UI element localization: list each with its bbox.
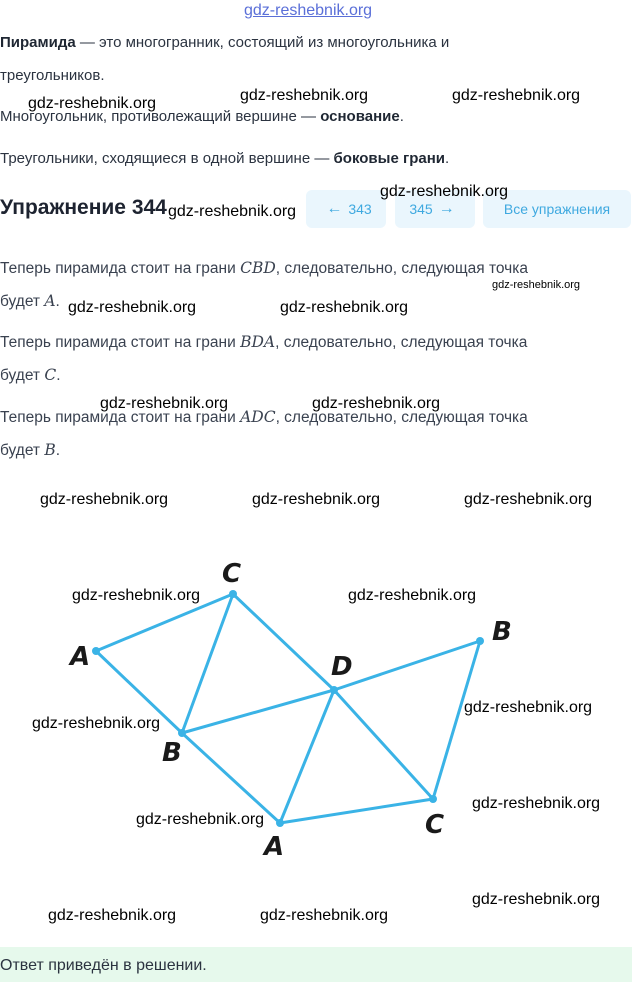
watermark: gdz-reshebnik.org bbox=[72, 587, 201, 604]
watermark: gdz-reshebnik.org bbox=[280, 299, 409, 316]
vertex-a2 bbox=[276, 819, 284, 827]
point-a: A bbox=[44, 292, 56, 310]
prev-exercise-button[interactable] bbox=[306, 190, 386, 228]
watermark-top-link[interactable]: gdz-reshebnik.org bbox=[244, 2, 373, 19]
watermark: gdz-reshebnik.org bbox=[40, 491, 169, 508]
watermark: gdz-reshebnik.org bbox=[32, 715, 161, 732]
vertex-c1 bbox=[229, 590, 237, 598]
solution-step-1-line2: будет bbox=[0, 293, 45, 310]
all-exercises-label: Все упражнения bbox=[503, 201, 611, 217]
definition-base-text: Многоугольник, противолежащий вершине — bbox=[0, 108, 321, 125]
point-c: C bbox=[44, 366, 57, 384]
watermark: gdz-reshebnik.org bbox=[168, 203, 297, 220]
definition-pyramid-text-line2: треугольников. bbox=[0, 67, 105, 84]
arrow-left-icon: ← bbox=[326, 200, 343, 217]
watermark: gdz-reshebnik.org bbox=[464, 699, 593, 716]
definition-lateral-end: . bbox=[445, 150, 450, 167]
definition-base-end: . bbox=[399, 108, 404, 125]
definition-lateral-text: Треугольники, сходящиеся в одной вершине — bbox=[0, 150, 334, 167]
solution-step-2-line2: будет bbox=[0, 367, 45, 384]
definition-pyramid-text: — это многогранник, состоящий из многоугольника и bbox=[75, 34, 450, 51]
solution-step-1-text: Теперь пирамида стоит на грани bbox=[0, 260, 241, 277]
face-bda: BDA bbox=[240, 333, 276, 351]
edge-b-c bbox=[433, 641, 480, 799]
answer-text: Ответ приведён в решении. bbox=[0, 957, 207, 974]
label-b-middle: B bbox=[162, 738, 182, 768]
solution-step-3-text-b: , следовательно, следующая точка bbox=[275, 409, 528, 426]
watermark: gdz-reshebnik.org bbox=[68, 299, 197, 316]
watermark: gdz-reshebnik.org bbox=[28, 95, 157, 112]
label-b-right: B bbox=[492, 617, 512, 647]
term-base: основание bbox=[320, 108, 400, 125]
watermark: gdz-reshebnik.org bbox=[136, 811, 265, 828]
watermark: gdz-reshebnik.org bbox=[348, 587, 477, 604]
watermark: gdz-reshebnik.org bbox=[472, 891, 601, 908]
solution-step-3-text: Теперь пирамида стоит на грани bbox=[0, 409, 241, 426]
solution-step-3 bbox=[0, 405, 610, 463]
watermark: gdz-reshebnik.org bbox=[380, 183, 509, 200]
watermark: gdz-reshebnik.org bbox=[252, 491, 381, 508]
vertex-a1 bbox=[92, 647, 100, 655]
diagram-edges bbox=[96, 594, 480, 823]
label-a-left: A bbox=[70, 642, 91, 672]
vertex-b2 bbox=[476, 637, 484, 645]
label-a-bottom: A bbox=[264, 832, 285, 862]
term-pyramid: Пирамида bbox=[0, 34, 76, 51]
watermark: gdz-reshebnik.org bbox=[312, 395, 441, 412]
definition-lateral-faces bbox=[0, 142, 600, 175]
label-d-center: D bbox=[331, 652, 353, 682]
solution-step-2 bbox=[0, 330, 610, 388]
watermark: gdz-reshebnik.org bbox=[48, 907, 177, 924]
solution-step-1-text-b: , следовательно, следующая точка bbox=[275, 260, 528, 277]
vertex-c2 bbox=[429, 795, 437, 803]
solution-step-2-text-b: , следовательно, следующая точка bbox=[275, 334, 528, 351]
solution-step-3-line2: будет bbox=[0, 442, 45, 459]
watermark: gdz-reshebnik.org bbox=[492, 279, 581, 291]
label-c-top: C bbox=[222, 559, 242, 589]
watermark: gdz-reshebnik.org bbox=[464, 491, 593, 508]
term-lateral-faces: боковые грани bbox=[333, 150, 445, 167]
vertex-b1 bbox=[178, 729, 186, 737]
edge-d-a bbox=[280, 690, 334, 823]
watermark: gdz-reshebnik.org bbox=[472, 795, 601, 812]
edge-d-b bbox=[334, 641, 480, 690]
watermark: gdz-reshebnik.org bbox=[452, 87, 581, 104]
prev-exercise-label: 343 bbox=[348, 201, 372, 217]
edge-c-d bbox=[233, 594, 334, 690]
edge-d-c bbox=[334, 690, 433, 799]
solution-step-2-text: Теперь пирамида стоит на грани bbox=[0, 334, 241, 351]
point-b: B bbox=[44, 441, 56, 459]
solution-step-1-end: . bbox=[55, 293, 60, 310]
edge-c-b bbox=[182, 594, 233, 733]
edge-b-d bbox=[182, 690, 334, 733]
exercise-title: Упражнение 344 bbox=[0, 196, 167, 219]
next-exercise-label: 345 bbox=[409, 201, 433, 217]
watermark: gdz-reshebnik.org bbox=[260, 907, 389, 924]
watermark: gdz-reshebnik.org bbox=[100, 395, 229, 412]
vertex-d bbox=[330, 686, 338, 694]
solution-step-2-end: . bbox=[56, 367, 61, 384]
label-c-bottom: C bbox=[425, 810, 445, 840]
face-cbd: CBD bbox=[240, 259, 276, 277]
arrow-right-icon: → bbox=[438, 200, 455, 217]
edge-a-c-bottom bbox=[280, 799, 433, 823]
definition-pyramid bbox=[0, 26, 600, 92]
answer-banner bbox=[0, 947, 632, 982]
edge-b-a bbox=[182, 733, 280, 823]
face-adc: ADC bbox=[240, 408, 276, 426]
watermark: gdz-reshebnik.org bbox=[240, 87, 369, 104]
solution-step-3-end: . bbox=[55, 442, 61, 459]
